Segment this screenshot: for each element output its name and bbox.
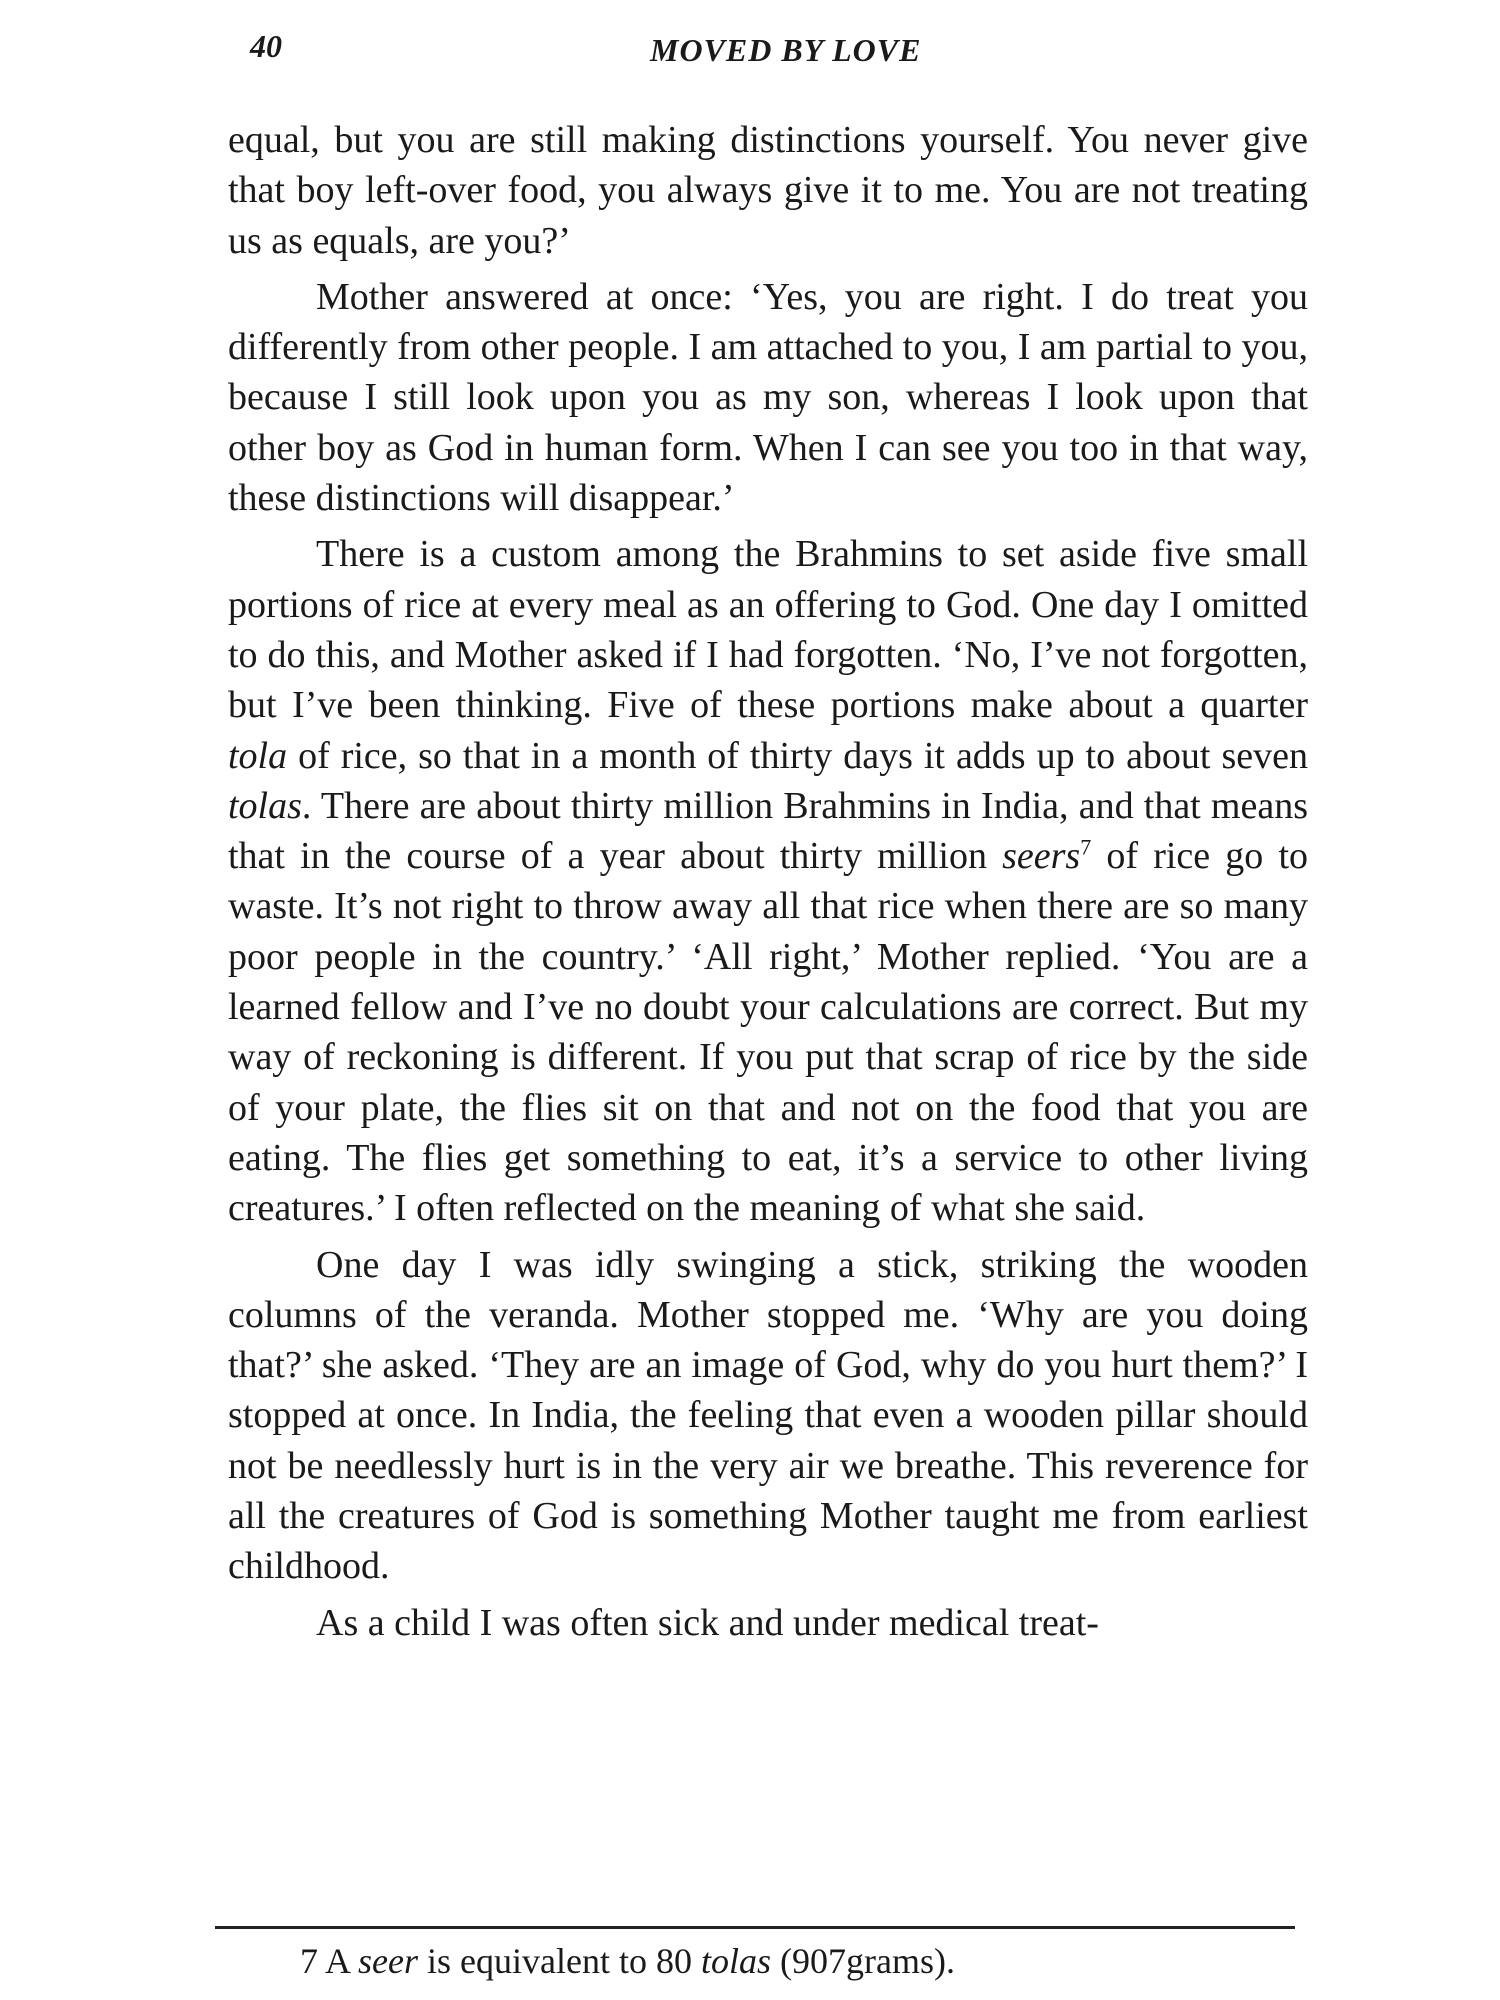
page-number: 40: [250, 28, 282, 64]
book-title: MOVED BY LOVE: [650, 32, 922, 68]
footnote: [300, 1940, 1300, 1982]
footnote-text: is equivalent to 80: [418, 1941, 701, 1981]
term-seers: seers: [1002, 835, 1081, 878]
paragraph-3-text: . There are about thirty million Brahmins in India, and that means that in the course of a year about thirty million: [228, 784, 1308, 878]
paragraph-3: [228, 529, 1308, 1233]
footnote-number: 7: [300, 1941, 318, 1981]
paragraph-2: Mother answered at once: ‘Yes, you are right. I do treat you differently from other people. I am attached to you, I am partial to you, because I still look upon you as my son, whereas I look upon that other boy as God in human form. When I can see you too in that way, these distinctions will disappear.’: [228, 275, 1308, 520]
footnote-reference: 7: [1080, 834, 1092, 860]
term-tola: tola: [228, 734, 288, 777]
paragraph-4: One day I was idly swinging a stick, striking the wooden columns of the veranda. Mother stopped me. ‘Why are you doing that?’ she asked. ‘They are an image of God, why do you hurt them?’ I stopped at once. In India, the feeling that even a wooden pillar should not be needlessly hurt is in the very air we breathe. This reverence for all the creatures of God is something Mother taught me from earliest childhood.: [228, 1243, 1308, 1588]
paragraph-3-text: There is a custom among the Brahmins to set aside five small portions of rice at every meal as an offering to God. One day I omitted to do this, and Mother asked if I had forgotten. ‘No, I’ve not forgotten, but I’ve been thinking. Five of these portions make about a quarter: [228, 533, 1308, 727]
footnote-divider: [215, 1926, 1295, 1929]
term-tolas: tolas: [228, 784, 302, 827]
footnote-text: (907grams).: [771, 1941, 955, 1981]
footnote-term-seer: seer: [358, 1941, 419, 1981]
running-head: [250, 28, 1300, 78]
paragraph-3-text: of rice go to waste. It’s not right to throw away all that rice when there are so many poor people in the country.’ ‘All right,’ Mother replied. ‘You are a learned fellow and I’ve no doubt your calculations are correct. But my way of reckoning is different. If you put that scrap of rice by the side of your plate, the flies sit on that and not on the food that you are eating. The flies get something to eat, it’s a service to other living creatures.’ I often reflected on the meaning of what she said.: [228, 835, 1309, 1230]
footnote-term-tolas: tolas: [700, 1941, 771, 1981]
paragraph-3-text: of rice, so that in a month of thirty days it adds up to about seven: [287, 734, 1308, 777]
footnote-text: A: [318, 1941, 359, 1981]
paragraph-1: equal, but you are still making distinctions yourself. You never give that boy left-over food, you always give it to me. You are not treating us as equals, are you?’: [228, 119, 1308, 262]
body-text: [228, 115, 1308, 1648]
paragraph-5: As a child I was often sick and under medical treat-: [316, 1601, 1099, 1644]
